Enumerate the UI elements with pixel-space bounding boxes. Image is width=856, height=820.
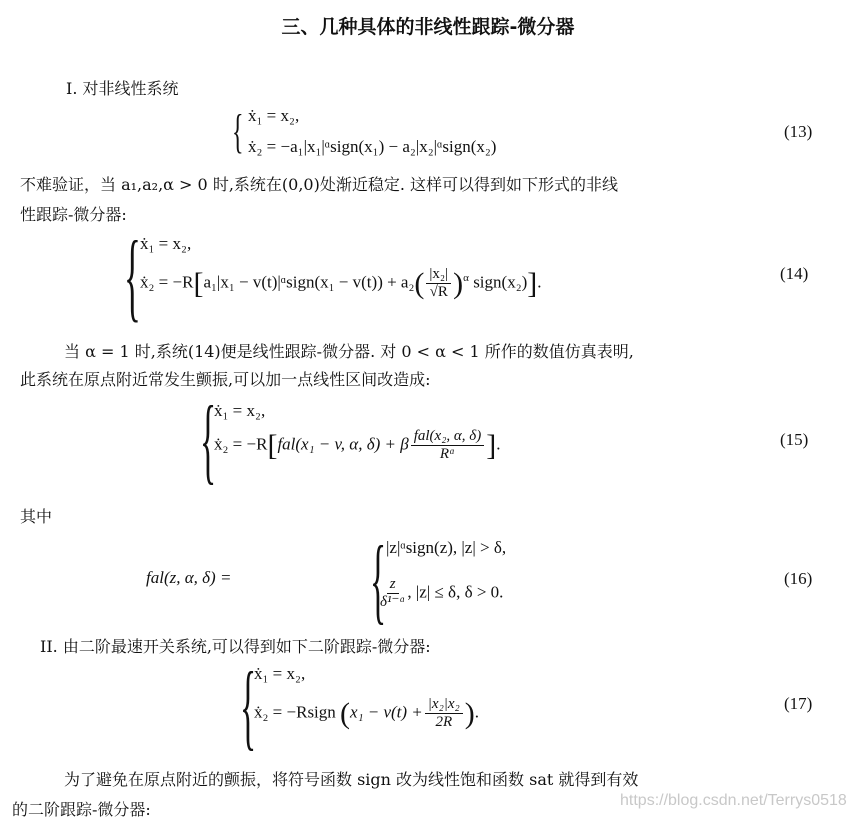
eq17-line2: ẋ₂ = −Rsign (x₁ − v(t) + $\frac{\text{|x₂|x₂}}{2R}$ ). [254,696,480,731]
where-label: 其中 [20,507,53,526]
brace-icon: { [370,526,387,633]
eq16-case1: |z|ᵅsign(z), |z| > δ, [386,538,507,557]
brace-icon: { [200,386,217,493]
brace-icon: { [124,220,141,331]
eq16-fraction: $\frac{z}{\text{δ¹⁻ᵅ}}$ [380,576,406,611]
eq16-case2: $\frac{z}{\text{δ¹⁻ᵅ}}$ , |z| ≤ δ, δ > 0. [380,576,504,611]
eq15-number: (15) [780,430,809,449]
eq14-line1: ẋ₁ = x₂, [140,234,192,253]
eq14-number: (14) [780,264,809,283]
brace-icon: { [232,105,244,158]
eq15-line1: ẋ₁ = x₂, [214,401,266,420]
paragraph-2-line2: 此系统在原点附近常发生颤振,可以加一点线性区间改造成: [20,370,431,389]
paragraph-3-line2: 的二阶跟踪-微分器: [12,800,151,819]
eq16-number: (16) [784,569,813,588]
eq14-fraction: $\frac{\text{|x₂|}}{√R}$ [426,266,451,302]
section-2-heading: II. 由二阶最速开关系统,可以得到如下二阶跟踪-微分器: [40,637,431,656]
paragraph-1-line1: 不难验证，当 a₁,a₂,α > 0 时,系统在(0,0)处渐近稳定. 这样可以得到如下形式的非线 [20,175,619,194]
eq13-number: (13) [784,122,813,141]
eq14-body: a₁|x₁ − v(t)|ᵅsign(x₁ − v(t)) + a₂ [203,272,415,292]
eq13-line1: ẋ₁ = x₂, [248,106,300,125]
paragraph-3-line1: 为了避免在原点附近的颤振，将符号函数 sign 改为线性饱和函数 sat 就得到有效 [64,770,639,789]
eq14-sign: sign(x₂) [473,272,528,292]
paragraph-2-line1: 当 α = 1 时,系统(14)便是线性跟踪-微分器. 对 0 < α < 1 所作的数值仿真表明, [64,342,634,361]
eq17-line1: ẋ₁ = x₂, [254,664,306,683]
eq15-line2: ẋ₂ = −R[fal(x₁ − v, α, δ) + β $\frac{\text{fal(x₂, α, δ)}}{\text{Rᵅ}}$ ]. [214,428,501,463]
eq17-number: (17) [784,694,813,713]
section-1-heading: I. 对非线性系统 [66,79,179,98]
brace-icon: { [240,652,257,759]
section-title: 三、几种具体的非线性跟踪-微分器 [281,16,575,38]
eq13-line2: ẋ₂ = −a₁|x₁|ᵅsign(x₁) − a₂|x₂|ᵅsign(x₂) [248,137,497,156]
eq17-fraction: $\frac{\text{|x₂|x₂}}{2R}$ [425,696,463,732]
eq16-lhs: fal(z, α, δ) = [146,568,232,587]
watermark: https://blog.csdn.net/Terrys0518 [620,792,847,809]
eq15-fraction: $\frac{\text{fal(x₂, α, δ)}}{\text{Rᵅ}}$ [411,428,485,464]
eq14-line2: ẋ₂ = −R[a₁|x₁ − v(t)|ᵅsign(x₁ − v(t)) + a₂( $\frac{\text{|x₂|}}{√R}$ )$^\alpha$ sign(x₂)]. [140,266,542,301]
paragraph-1-line2: 性跟踪-微分器: [20,205,127,224]
eq14-lhs: ẋ₂ = −R [140,272,194,292]
